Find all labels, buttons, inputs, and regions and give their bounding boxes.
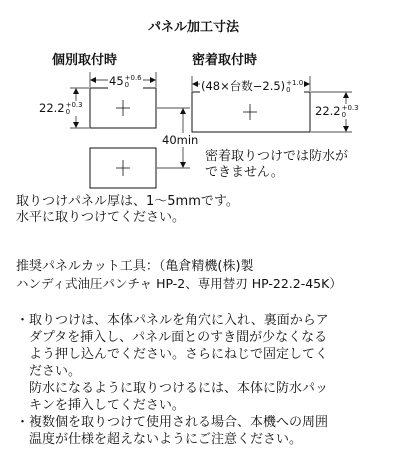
page-title: パネル加工寸法 [148,20,240,35]
recommended-tool-line-1: 推奨パネルカット工具：（亀倉精機(株)製 [16,259,254,274]
note-line: キンを挿入してください。 [16,398,185,413]
panel-thickness-text: 取りつけパネル厚は、1〜5mmです。 [16,194,239,209]
note-line: ・取りつけは、本体パネルを角穴に入れ、裏面からア [16,313,329,328]
close-waterproof-note-1: 密着取りつけでは防水が [205,149,349,164]
note-line: ・複数個を取りつけて使用される場合、本機への周囲 [16,415,329,430]
close-height-label: 22.2 +0.3 0 [315,103,359,119]
note-line: ださい。 [16,364,82,379]
note-line: 温度が仕様を超えないようにご注意ください。 [16,432,303,447]
recommended-tool-line-2: ハンディ式油圧パンチャ HP-2、専用替刃 HP-22.2-45K） [16,276,342,291]
individual-heading: 個別取付時 [52,53,118,68]
note-line: ダプタを挿入し、パネル面とのすき間が少なくなる [16,330,328,345]
note-line: 防水になるように取りつけるには、本体に防水パッ [16,381,329,396]
panel-horizontal-text: 水平に取りつけてください。 [16,210,186,225]
individual-height-label: 22.2 +0.3 0 [39,100,83,116]
close-width-label: (48×台数−2.5) +1.0 0 [201,78,304,94]
close-waterproof-note-2: できません。 [205,165,284,180]
individual-width-label: 45 +0.6 0 [109,73,142,89]
close-heading: 密着取付時 [192,53,258,68]
note-line: よう押し込んでください。さらにねじで固定してく [16,347,329,362]
individual-spacing-label: 40min [162,133,199,147]
